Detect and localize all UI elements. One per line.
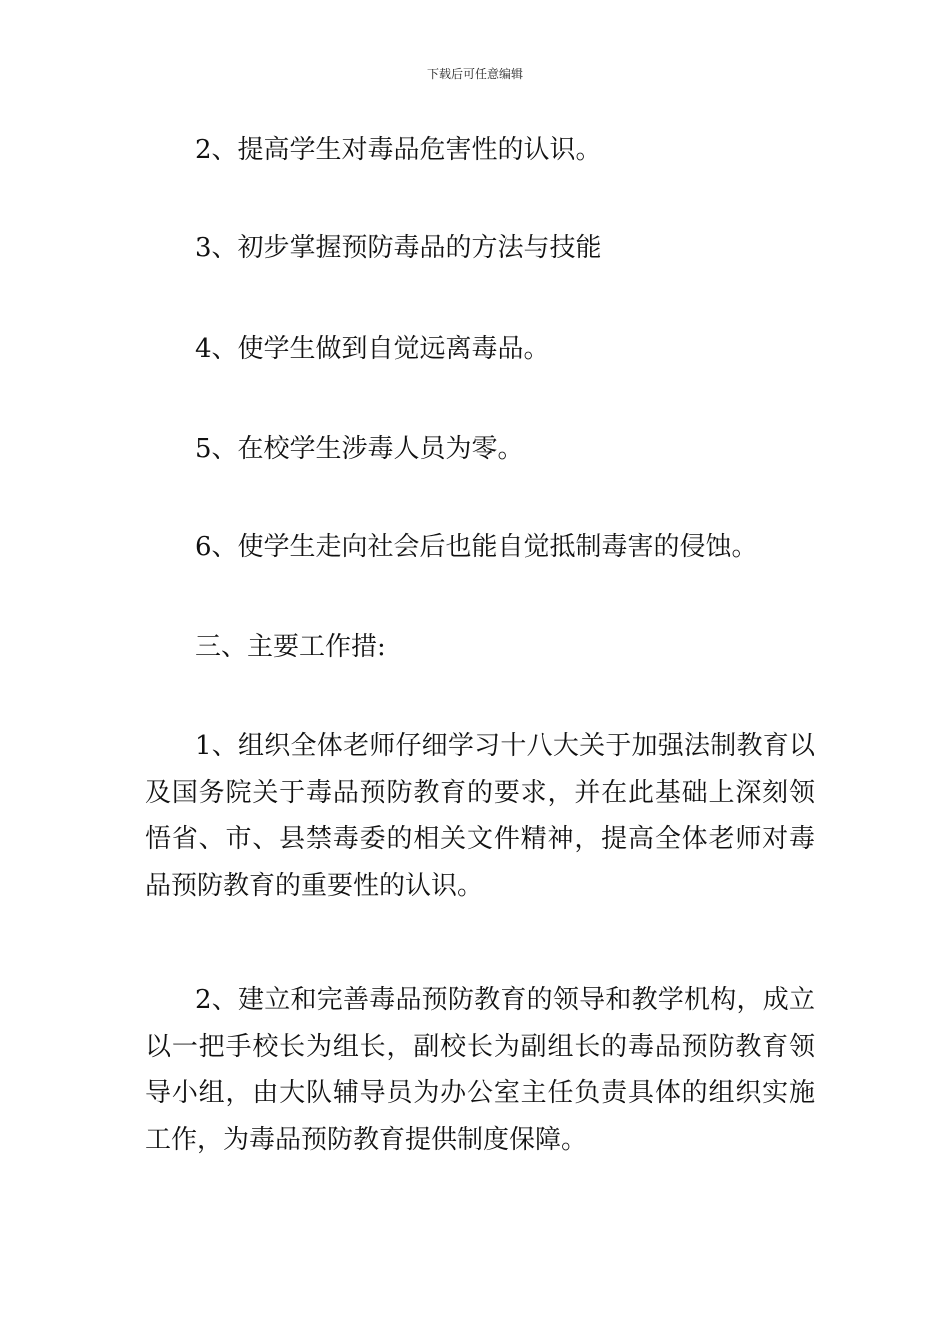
section-heading: 三、主要工作措: [195,632,386,662]
goal-item-4: 4、使学生做到自觉远离毒品。 [195,334,550,364]
page-header: 下载后可任意编辑 [426,67,523,81]
goal-item-6: 6、使学生走向社会后也能自觉抵制毒害的侵蚀。 [195,532,758,562]
goal-item-5: 5、在校学生涉毒人员为零。 [195,434,524,464]
goal-item-2: 2、提高学生对毒品危害性的认识。 [195,135,602,165]
measure-paragraph-1: 1、组织全体老师仔细学习十八大关于加强法制教育以及国务院关于毒品预防教育的要求，并在此基础上深刻领悟省、市、县禁毒委的相关文件精神，提高全体老师对毒品预防教育的重要性的认识。 [145,731,815,901]
measure-paragraph-2: 2、建立和完善毒品预防教育的领导和教学机构，成立以一把手校长为组长，副校长为副组长的毒品预防教育领导小组，由大队辅导员为办公室主任负责具体的组织实施工作，为毒品预防教育提供制度保障。 [145,985,815,1155]
goal-item-3: 3、初步掌握预防毒品的方法与技能 [195,233,602,263]
